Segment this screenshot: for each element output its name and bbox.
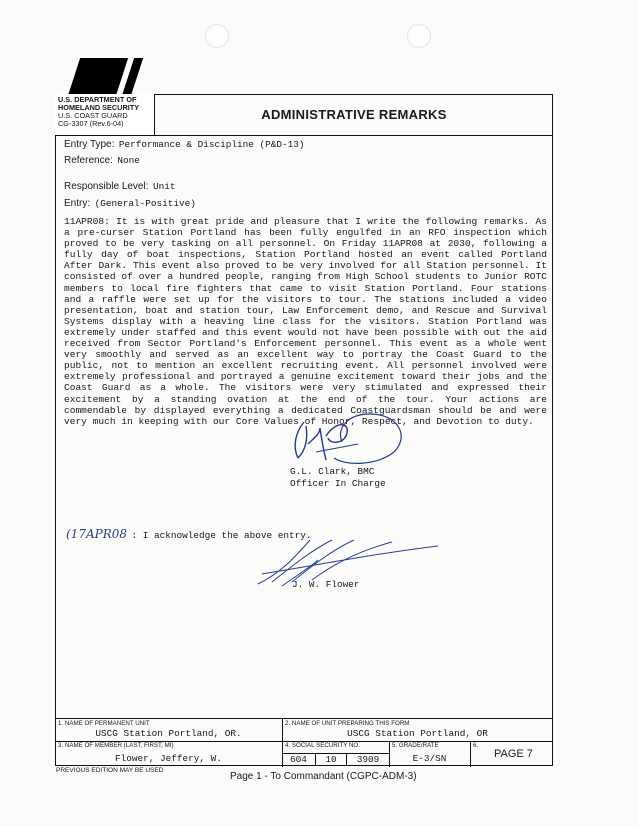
agency-line-1: U.S. DEPARTMENT OF [58, 95, 137, 104]
reference-value: None [117, 155, 140, 166]
page-cell [470, 741, 553, 767]
ssn-part-3: 3909 [356, 754, 380, 765]
entry-label: Entry: [64, 198, 91, 209]
entry-value: (General-Positive) [94, 198, 196, 209]
reference-label: Reference: [64, 155, 113, 166]
permanent-unit-label: 1. NAME OF PERMANENT UNIT [58, 720, 150, 727]
remarks-body: 11APR08: It is with great pride and pleasure that I write the following remarks. As a pre-curser Station Portland has been fully engulfed in an RFO inspection which proved to be very tasking on all personnel. On Friday 11APR08 at 2030, following a fully day of boat inspections, Station Portland hosted an event called Portland After Dark. This event also proved to be very involved for all Station personnel. It consisted of over a hundred people, ranging from High School students to Junior ROTC members to local fire fighters that came to visit Station Portland. Four stations and a raffle were set up for the visitors to tour. The stations included a video presentation, boat and station tour, Law Enforcement demo, and Rescue and Survival Systems display with a heaving line class for the visitors. Station Portland was extremely under staffed and this event would not have been possible with out the aid received from Sector Portland's Enforcement personnel. This event as a whole went very smoothly and served as an excellent way to portray the Coast Guard to the public, not to mention an excellent recruiting event. All personnel involved were extremely professional and portrayed a genuine excitement toward their jobs and the Coast Guard as a whole. The visitors were very stimulated and expressed their excitement by a standing ovation at the end of the tour. Your actions are commendable by displayed everything a dedicated Coastguardsman should be and were very much in keeping with our Core Values of Honor, Respect, and Devotion to duty. [64, 216, 547, 427]
preparing-unit-value: USCG Station Portland, OR [347, 728, 488, 739]
member-name-label: 3. NAME OF MEMBER (LAST, FIRST, MI) [58, 742, 174, 749]
reference-row [64, 150, 140, 168]
member-name-value: Flower, Jeffery, W. [115, 753, 222, 764]
member-name-cell [55, 741, 282, 767]
page-label: PAGE 7 [494, 748, 533, 760]
member-name: J. W. Flower [292, 579, 360, 590]
agency-block [55, 94, 155, 136]
responsible-level-row [64, 176, 175, 194]
agency-line-3: U.S. COAST GUARD [58, 111, 128, 120]
permanent-unit-cell [55, 719, 282, 741]
form-title: ADMINISTRATIVE REMARKS [261, 107, 447, 122]
grade-cell [389, 741, 470, 767]
entry-type-label: Entry Type: [64, 139, 115, 150]
ssn-values [282, 753, 389, 765]
permanent-unit-value: USCG Station Portland, OR. [95, 728, 242, 739]
page-num-label: 6. [473, 742, 479, 749]
ssn-label: 4. SOCIAL SECURITY NO. [285, 742, 360, 749]
acknowledgment-date: (17APR08 [66, 527, 127, 541]
form-number: CG-3307 (Rev.6-04) [58, 119, 124, 128]
ssn-part-1: 604 [282, 754, 316, 765]
entry-type-value: Performance & Discipline (P&D-13) [118, 139, 305, 150]
preparing-unit-label: 2. NAME OF UNIT PREPARING THIS FORM [285, 720, 410, 727]
entry-row [64, 193, 196, 211]
grade-label: 5. GRADE/RATE [392, 742, 439, 749]
preparing-unit-cell [282, 719, 553, 741]
signer-title: Officer In Charge [290, 478, 386, 489]
ssn-cell [282, 741, 389, 767]
agency-line-2: HOMELAND SECURITY [58, 103, 140, 112]
page-footer: Page 1 - To Commandant (CGPC-ADM-3) [230, 771, 417, 782]
previous-edition-note: PREVIOUS EDITION MAY BE USED [56, 767, 164, 774]
ssn-part-2: 10 [316, 754, 347, 765]
responsible-level-value: Unit [152, 181, 176, 192]
responsible-level-label: Responsible Level: [64, 181, 149, 192]
coast-guard-stripe-wide [68, 58, 128, 96]
acknowledgment-text: : I acknowledge the above entry. [131, 530, 312, 541]
punch-hole-left [205, 24, 229, 48]
punch-hole-right [407, 24, 431, 48]
footer-table [55, 718, 553, 767]
officer-signature [286, 408, 408, 470]
form-title-block [155, 94, 553, 136]
grade-value: E-3/SN [412, 753, 447, 764]
signer-name: G.L. Clark, BMC [290, 466, 375, 477]
